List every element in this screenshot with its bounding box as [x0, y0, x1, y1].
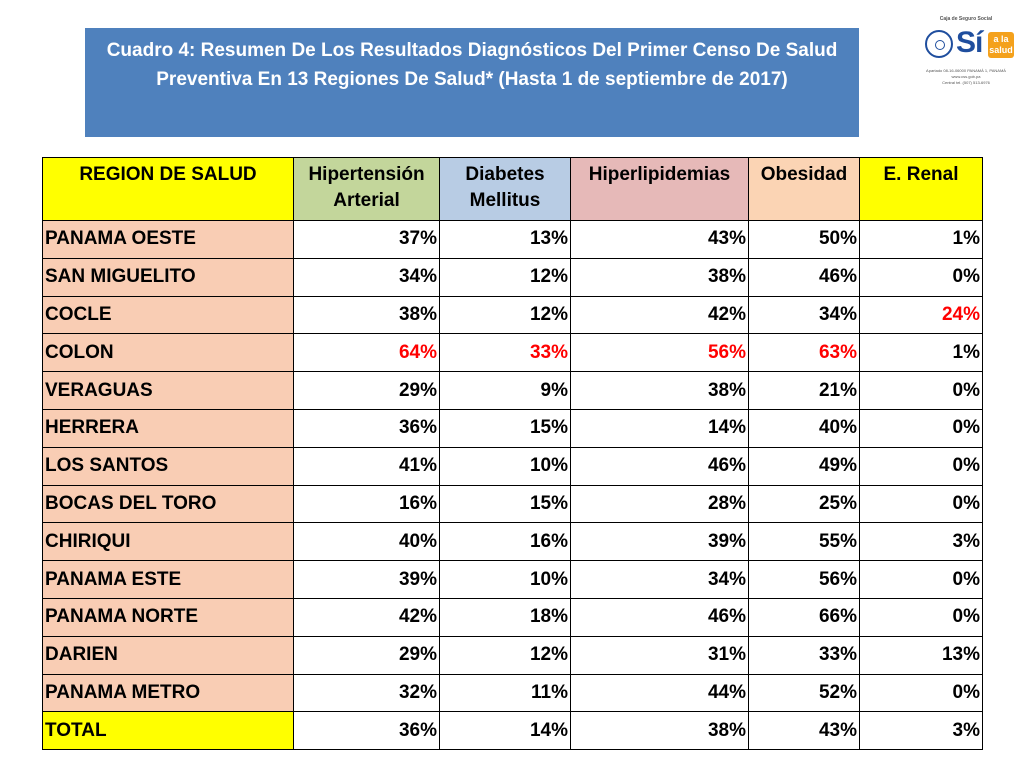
- value-cell: 0%: [860, 561, 983, 599]
- value-cell: 1%: [860, 334, 983, 372]
- region-cell: COCLE: [43, 296, 294, 334]
- total-value-cell: 3%: [860, 712, 983, 750]
- value-cell: 46%: [571, 598, 749, 636]
- header-region: REGION DE SALUD: [43, 158, 294, 221]
- header-hipertension: Hipertensión Arterial: [294, 158, 440, 221]
- table-header-row: [43, 158, 983, 221]
- value-cell: 50%: [749, 221, 860, 259]
- table-row: [43, 523, 983, 561]
- value-cell: 24%: [860, 296, 983, 334]
- value-cell: 0%: [860, 372, 983, 410]
- logo-phone: Central tel. (507) 513-6976: [942, 80, 990, 85]
- region-cell: PANAMA METRO: [43, 674, 294, 712]
- table-body: [43, 221, 983, 750]
- value-cell: 13%: [440, 221, 571, 259]
- table-row: [43, 372, 983, 410]
- region-cell: VERAGUAS: [43, 372, 294, 410]
- logo-address: Apartado 08-16-06000 PANAMÁ 1, PANAMÁ: [926, 68, 1006, 73]
- value-cell: 25%: [749, 485, 860, 523]
- value-cell: 11%: [440, 674, 571, 712]
- seal-icon: [925, 30, 953, 58]
- region-cell: PANAMA ESTE: [43, 561, 294, 599]
- table-row: [43, 258, 983, 296]
- region-cell: CHIRIQUI: [43, 523, 294, 561]
- region-cell: PANAMA NORTE: [43, 598, 294, 636]
- value-cell: 42%: [571, 296, 749, 334]
- value-cell: 0%: [860, 258, 983, 296]
- value-cell: 46%: [749, 258, 860, 296]
- logo-ala: a la: [993, 34, 1009, 44]
- total-value-cell: 14%: [440, 712, 571, 750]
- value-cell: 34%: [571, 561, 749, 599]
- logo-web: www.css.gob.pa: [951, 74, 981, 79]
- value-cell: 34%: [749, 296, 860, 334]
- value-cell: 38%: [294, 296, 440, 334]
- value-cell: 52%: [749, 674, 860, 712]
- value-cell: 12%: [440, 258, 571, 296]
- value-cell: 10%: [440, 561, 571, 599]
- value-cell: 32%: [294, 674, 440, 712]
- value-cell: 56%: [749, 561, 860, 599]
- region-cell: HERRERA: [43, 409, 294, 447]
- table-row: [43, 636, 983, 674]
- logo-salud: salud: [989, 45, 1013, 55]
- value-cell: 1%: [860, 221, 983, 259]
- value-cell: 28%: [571, 485, 749, 523]
- logo-org-name: Caja de Seguro Social: [939, 16, 993, 22]
- table-row: [43, 296, 983, 334]
- table-row: [43, 221, 983, 259]
- logo-badge: [988, 32, 1014, 58]
- value-cell: 13%: [860, 636, 983, 674]
- value-cell: 33%: [440, 334, 571, 372]
- value-cell: 12%: [440, 296, 571, 334]
- header-obesidad: Obesidad: [749, 158, 860, 221]
- css-logo: [916, 10, 1016, 90]
- value-cell: 0%: [860, 447, 983, 485]
- value-cell: 44%: [571, 674, 749, 712]
- table-row: [43, 334, 983, 372]
- value-cell: 0%: [860, 409, 983, 447]
- value-cell: 33%: [749, 636, 860, 674]
- value-cell: 56%: [571, 334, 749, 372]
- region-cell: PANAMA OESTE: [43, 221, 294, 259]
- value-cell: 39%: [294, 561, 440, 599]
- value-cell: 12%: [440, 636, 571, 674]
- table-row: [43, 598, 983, 636]
- value-cell: 46%: [571, 447, 749, 485]
- value-cell: 31%: [571, 636, 749, 674]
- value-cell: 15%: [440, 409, 571, 447]
- value-cell: 3%: [860, 523, 983, 561]
- value-cell: 38%: [571, 372, 749, 410]
- value-cell: 34%: [294, 258, 440, 296]
- table-row: [43, 485, 983, 523]
- value-cell: 40%: [294, 523, 440, 561]
- value-cell: 64%: [294, 334, 440, 372]
- value-cell: 41%: [294, 447, 440, 485]
- value-cell: 16%: [440, 523, 571, 561]
- value-cell: 49%: [749, 447, 860, 485]
- table-row: [43, 409, 983, 447]
- region-cell: DARIEN: [43, 636, 294, 674]
- header-diabetes: Diabetes Mellitus: [440, 158, 571, 221]
- value-cell: 0%: [860, 485, 983, 523]
- value-cell: 18%: [440, 598, 571, 636]
- value-cell: 43%: [571, 221, 749, 259]
- value-cell: 39%: [571, 523, 749, 561]
- logo-si: Sí: [956, 26, 983, 59]
- total-value-cell: 43%: [749, 712, 860, 750]
- slide-title: Cuadro 4: Resumen De Los Resultados Diagnósticos Del Primer Censo De Salud Preventiva En 13 Regiones De Salud* (Hasta 1 de septiembre de 2017): [85, 28, 859, 137]
- header-hiperlipidemias: Hiperlipidemias: [571, 158, 749, 221]
- value-cell: 21%: [749, 372, 860, 410]
- region-cell: LOS SANTOS: [43, 447, 294, 485]
- value-cell: 42%: [294, 598, 440, 636]
- value-cell: 29%: [294, 372, 440, 410]
- value-cell: 10%: [440, 447, 571, 485]
- value-cell: 16%: [294, 485, 440, 523]
- table-row: [43, 674, 983, 712]
- region-cell: BOCAS DEL TORO: [43, 485, 294, 523]
- total-label: TOTAL: [43, 712, 294, 750]
- table-row: [43, 447, 983, 485]
- logo-mark: [916, 26, 1016, 68]
- results-table: [42, 157, 983, 750]
- value-cell: 9%: [440, 372, 571, 410]
- value-cell: 0%: [860, 598, 983, 636]
- region-cell: COLON: [43, 334, 294, 372]
- value-cell: 66%: [749, 598, 860, 636]
- value-cell: 40%: [749, 409, 860, 447]
- value-cell: 55%: [749, 523, 860, 561]
- table-row: [43, 561, 983, 599]
- total-value-cell: 36%: [294, 712, 440, 750]
- value-cell: 29%: [294, 636, 440, 674]
- total-value-cell: 38%: [571, 712, 749, 750]
- total-row: [43, 712, 983, 750]
- value-cell: 14%: [571, 409, 749, 447]
- value-cell: 15%: [440, 485, 571, 523]
- value-cell: 37%: [294, 221, 440, 259]
- value-cell: 0%: [860, 674, 983, 712]
- value-cell: 63%: [749, 334, 860, 372]
- value-cell: 36%: [294, 409, 440, 447]
- value-cell: 38%: [571, 258, 749, 296]
- region-cell: SAN MIGUELITO: [43, 258, 294, 296]
- header-erenal: E. Renal: [860, 158, 983, 221]
